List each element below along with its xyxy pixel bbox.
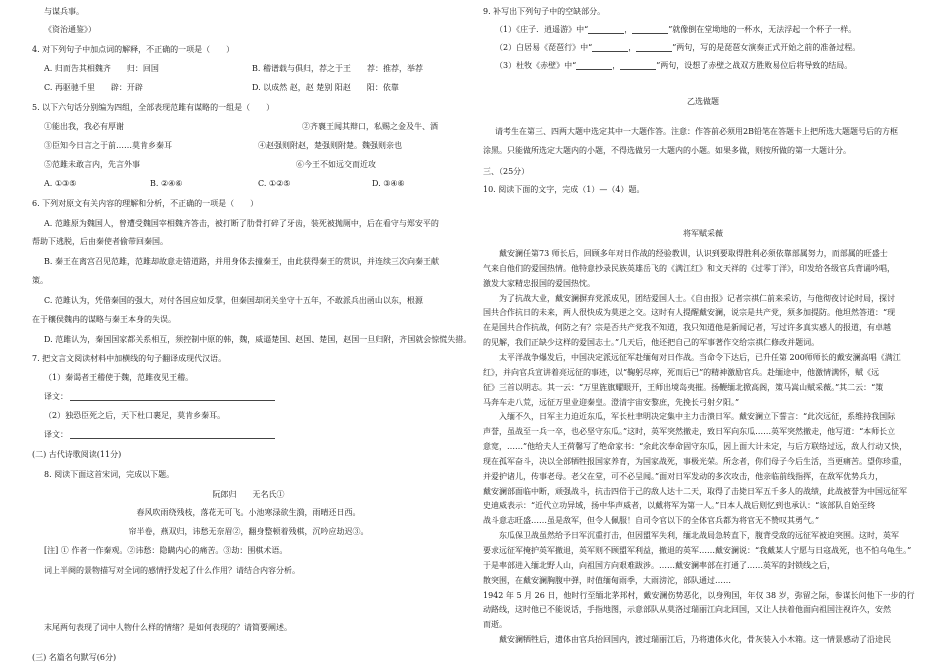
article-line: 声誉，虽战至一兵一卒，也必坚守东瓜。”这时，英军突然撤走，致日军向东瓜……英军突然撤走，他写道：“本师长立	[483, 427, 896, 437]
question-5-option-c[interactable]: C. ①②⑤	[258, 179, 291, 188]
article-line: 入缅不久，日军主力迫近东瓜，军长杜聿明决定集中主力击溃日军。戴安澜立下誓言：“此次远征，系维持我国际	[483, 412, 896, 422]
blank-text: ”两句，设想了赤壁之战双方胜败易位后将导致的结局。	[656, 61, 853, 70]
article-line: 太平洋战争爆发后，中国决定派远征军赴缅甸对日作战。当命令下达后，已升任第 200师师长的戴安澜高唱《满江	[483, 352, 901, 362]
question-8-sub-2: 末尾两句表现了词中人物什么样的情绪？是如何表现的？请简要阐述。	[44, 623, 292, 632]
fill-blank-1	[495, 26, 856, 34]
article-line: 戴安澜部面临中断，顽强战斗，抗击四倍于己的敌人达十二天，取得了击毙日军五千多人的战绩，此战被誉为中国远征军	[483, 486, 907, 496]
question-6-stem: 6. 下列对原文有关内容的理解和分析，不正确的一项是（ ）	[32, 199, 259, 208]
blank-text: （2）白居易《琵琶行》中“	[495, 43, 593, 52]
article-line: 于是率部进入缅北野人山，向祖国方向艰难跋涉。……戴安澜率部在打通了……英军的封锁线之后，	[483, 560, 835, 570]
question-9-stem: 9. 补写出下列句子中的空缺部分。	[483, 7, 606, 16]
article-line: 戴安澜任第73 师长后，回顾多年对日作战的经验教训，认识到要取得胜利必须依靠部属努力，而部属的旺盛士	[483, 249, 888, 258]
translation-label: 译文：	[44, 392, 68, 401]
question-5-item: ③臣知今日言之于前……莫肯乡秦耳	[44, 141, 172, 150]
question-6-option-c-cont: 在于穰侯魏冉的谋略与秦王本身的失误。	[32, 315, 176, 324]
section-heading: 三、（25分）	[483, 167, 530, 176]
question-4-option-c[interactable]: C. 再驱驰千里 辟：开辟	[44, 83, 143, 92]
article-line: 戴安澜牺牲后，遗体由官兵抬回国内，渡过瑞丽江后，乃将遗体火化，骨灰装入小木箱。这一情景感动了沿途民	[483, 635, 891, 645]
article-line: 激发大家精忠报国的爱国热忱。	[483, 278, 595, 288]
blank-text: ”就像倒在堂坳地的一杯水，无法浮起一个杯子一样。	[668, 25, 857, 34]
article-line: 国共合作抗日的未来，两人很快成为莫逆之交。这时有人提醒戴安澜，说宗是共产党，须多加提防。他坦然答道：“现	[483, 308, 896, 318]
poem-title: 阮郎归 无名氏①	[212, 490, 285, 499]
article-line: 战斗意志旺盛……虽是敌军，但令人佩服！自司令官以下的全体官兵都为将官无不赞叹其勇气。”	[483, 516, 820, 526]
question-7-sentence-1: （1）秦谒者王稽使于魏，范雎夜见王稽。	[44, 373, 194, 382]
question-7-stem: 7. 把文言文阅读材料中加横线的句子翻译成现代汉语。	[32, 354, 227, 363]
blank-text: ”两句，写的是琵琶女演奏正式开始之前的准备过程。	[672, 43, 861, 52]
poem-line: 帘半卷，燕双归，讳愁无奈眉②，翻身整顿着残棋，沉吟应劫迟③。	[128, 527, 369, 536]
text-line: 与谋兵事。	[44, 7, 84, 16]
question-4-option-d[interactable]: D. 以成然 赵，赵 楚别 阳赵 阳：依靠	[252, 83, 399, 92]
fill-blank-2	[495, 44, 860, 52]
blank-text: （3）杜牧《赤壁》中“	[495, 61, 577, 70]
blank[interactable]	[588, 26, 624, 34]
question-6-option-b-cont: 策。	[32, 276, 48, 285]
article-line: 并爱护诸儿，传事老母。老父在堂，可不必呈闻。”面对日军发动的多次攻击，他亲临前线指挥，在敌军优势兵力，	[483, 471, 884, 481]
answer-line[interactable]	[70, 393, 275, 401]
article-line: 而逝。	[483, 620, 507, 630]
question-5-stem: 5. 以下六句话分别编为四组，全部表现范雎有谋略的一组是（ ）	[32, 103, 275, 112]
translation-label: 译文：	[44, 430, 68, 439]
article-line: 1942 年 5 月 26 日，他时行至缅北茅邦村，戴安澜伤势恶化，以身殉国，年仅 38 岁，弥留之际，参谋长问他下一步的行	[483, 590, 915, 600]
question-8-sub-1: 词上半阕的景物描写对全词的感情抒发起了什么作用？请结合内容分析。	[44, 566, 300, 575]
article-title: 将军赋采薇	[683, 229, 723, 238]
poem-line: 春风吹雨绕残枝，落花无可飞。小池寒渌欲生漪，雨晴还日西。	[136, 508, 361, 517]
left-column	[32, 7, 472, 668]
question-5-option-d[interactable]: D. ③④⑥	[372, 179, 405, 188]
article-line: 东瓜保卫战虽然给予日军沉重打击，但因盟军失利，缅北战局急转直下，腹背受敌的远征军被迫突围。这时，英军	[483, 531, 899, 541]
question-4-option-b[interactable]: B. 稽谱载与俱归，荐之于王 荐：推荐，举荐	[252, 64, 423, 73]
section-heading: (二) 古代诗歌阅读(11分)	[32, 450, 122, 459]
question-8-stem: 8. 阅读下面这首宋词，完成以下题。	[44, 470, 175, 479]
translation-1[interactable]	[44, 393, 275, 401]
question-5-item: ⑥今王不如远交而近攻	[296, 160, 376, 169]
translation-2[interactable]	[44, 431, 275, 439]
blank-text: ，	[628, 43, 637, 52]
right-column	[483, 8, 923, 668]
answer-line[interactable]	[70, 431, 275, 439]
section-heading: (三) 名篇名句默写(6分)	[32, 653, 117, 662]
blank[interactable]	[632, 26, 668, 34]
instruction-line: 请考生在第三、四两大题中选定其中一大题作答。注意：作答前必须用2B铅笔在答题卡上把所选大题题号后的方框	[495, 127, 898, 136]
article-line: 现在孤军奋斗，决以全部牺牲报国家养育，为国家战死，事极光荣。所念者，你们母子今后生活，当更痛苦。望你珍重，	[483, 456, 907, 466]
blank-text: ，	[612, 61, 621, 70]
optional-section-title: 乙选做题	[687, 97, 719, 106]
question-10-stem: 10. 阅读下面的文字，完成（1）—（4）题。	[483, 185, 645, 194]
article-line: 在是国共合作抗战，何防之有？宗是否共产党我不知道，我只知道他是新闻记者，写过许多真实感人的报道，有卓越	[483, 323, 891, 333]
article-line: 史迪威表示：“近代立功异域，扬中华声威者，以戴将军为第一人。”日本人战后则忆到也承认：“该部队自始至终	[483, 501, 876, 511]
question-5-item: ②齐襄王闻其辩口，私赐之金及牛、酒	[302, 122, 438, 131]
question-6-option-a-cont: 帮助下逃脱，后由秦使者偷带回秦国。	[32, 237, 168, 246]
poem-note: [注] ① 作者一作秦观。②讳愁：隐瞒内心的痛苦。③劫：围棋术语。	[44, 546, 288, 555]
instruction-line: 涂黑。只能做所选定大题内的小题，不得选做另一大题内的小题。如果多做，则按所做的第一大题计分。	[483, 146, 851, 155]
blank[interactable]	[620, 62, 656, 70]
question-6-option-c[interactable]: C. 范雎认为，凭借秦国的强大，对付各国应如反掌，但秦国却闭关坐守十五年，不敢派兵出函山以东，根源	[44, 296, 423, 305]
article-line: 意宽，……”他给夫人王荷馨写了绝命家书：“余此次奉命固守东瓜，因上面大计未定，与后方联络过远，敌人行动又快，	[483, 442, 908, 452]
blank[interactable]	[576, 62, 612, 70]
question-5-option-a[interactable]: A. ①③⑤	[44, 179, 77, 188]
article-line: 散突围，在戴安澜胸腹中弹，时值缅甸雨季，大雨滂沱，部队通过……	[483, 575, 731, 585]
article-line: 红》，并向官兵宣讲着亮远征的事迹，以“鞠躬尽瘁，死而后已”的精神激励官兵。赴缅途中，他激情满怀，赋《远	[483, 367, 880, 377]
question-4-option-a[interactable]: A. 归而告其相魏齐 归：回国	[44, 64, 159, 73]
blank-text: ，	[624, 25, 633, 34]
article-line: 要求远征军掩护英军撤退，英军则不顾盟军利益，撤退的英军……戴安澜说：“我戴某人宁愿与日寇战死，也不怕乌龟生。”	[483, 546, 912, 555]
article-line: 为了抗战大业，戴安澜摒弃党派成见，团结爱国人士。《自由报》记者宗祺仁前来采访，与他彻夜讨论时局，探讨	[483, 293, 895, 303]
article-line: 动路线，这时他已不能说话，手指地图，示意部队从莫洛过瑞丽江向北回国，又让人扶着他面向祖国注视许久，安然	[483, 605, 891, 615]
question-5-item: ⑤范雎未敢言内，先言外事	[44, 160, 140, 169]
blank[interactable]	[636, 44, 672, 52]
article-line: 征》三首以明志。其一云：“万里旌旗耀眼开，王师出境岛夷摧。扬鞭缅北掀高阁，策马嵩山赋采薇。”其二云：“策	[483, 382, 884, 392]
blank[interactable]	[592, 44, 628, 52]
article-line: 马奔车走八荒，远征万里业迎秦皇。澄清宇宙安黎庶，先挽长弓射夕阳。”	[483, 397, 740, 407]
source-note: 《资治通鉴》）	[44, 25, 96, 34]
fill-blank-3	[495, 62, 852, 70]
question-5-option-b[interactable]: B. ②④⑥	[150, 179, 183, 188]
question-6-option-d[interactable]: D. 范雎认为，秦国国家都关系相互，须控制中原的韩，魏，威逼楚国、赵国、楚国，赵国一旦归附，齐国就会惊慌失措。	[44, 335, 472, 344]
question-6-option-a[interactable]: A. 范雎原为魏国人，曾遭受魏国宰相魏齐答击，被打断了肋骨打碎了牙齿，装死被抛厕中，后在看守与郑安平的	[44, 219, 439, 228]
article-line: 气来自他们的爱国热情。他特意抄录民族英雄岳飞的《满江红》和文天祥的《过零丁洋》，印发给各级官兵背诵吟唱，	[483, 263, 895, 273]
question-5-item: ④赵强则附赵，楚强则附楚。魏强则亲也	[258, 141, 402, 150]
question-7-sentence-2: （2）独恐臣死之后，天下杜口裹足，莫肯乡秦耳。	[44, 411, 226, 420]
article-line: 的见解，我们正缺少这样的爱国志士。”几天后，他还把自己的军事著作交给宗祺仁修改并题词。	[483, 338, 820, 348]
blank-text: （1）《庄子．逍遥游》中“	[495, 25, 589, 34]
question-5-item: ①能出我，我必有厚谢	[44, 122, 124, 131]
question-4-stem: 4. 对下列句子中加点词的解释，不正确的一项是（ ）	[32, 45, 235, 54]
question-6-option-b[interactable]: B. 秦王在离宫召见范雎，范雎却故意走错道路，并用身体去撞秦王，由此获得秦王的赏识，并连续三次向秦王献	[44, 257, 439, 266]
